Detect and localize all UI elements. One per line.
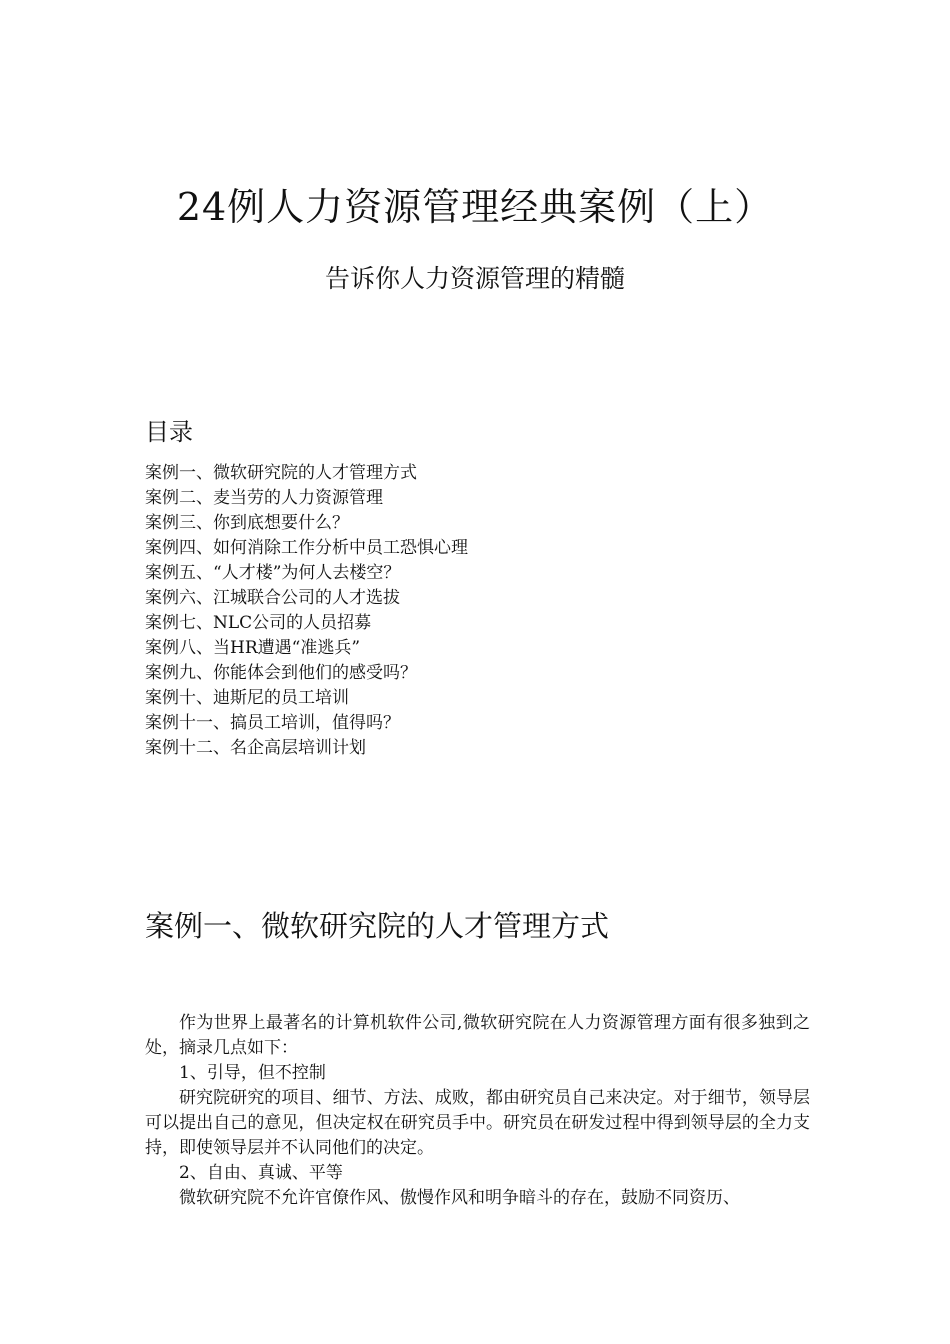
section-body — [145, 1011, 810, 1211]
toc-item: 案例十、迪斯尼的员工培训 — [145, 688, 349, 708]
table-of-contents — [145, 461, 468, 761]
toc-item: 案例十二、名企高层培训计划 — [145, 738, 366, 758]
toc-item: 案例五、“人才楼”为何人去楼空？ — [145, 563, 401, 583]
body-paragraph: 研究院研究的项目、细节、方法、成败，都由研究员自己来决定。对于细节，领导层可以提出自己的意见，但决定权在研究员手中。研究员在研发过程中得到领导层的全力支持，即使领导层并不认同他们的决定。 — [145, 1088, 810, 1158]
toc-item: 案例六、江城联合公司的人才选拔 — [145, 588, 400, 608]
toc-item: 案例二、麦当劳的人力资源管理 — [145, 488, 383, 508]
toc-item: 案例七、NLC公司的人员招募 — [145, 613, 372, 633]
toc-item: 案例八、当HR遭遇“准逃兵” — [145, 638, 361, 658]
body-paragraph: 2、自由、真诚、平等 — [179, 1163, 343, 1183]
toc-item: 案例四、如何消除工作分析中员工恐惧心理 — [145, 538, 468, 558]
toc-item: 案例十一、搞员工培训，值得吗？ — [145, 713, 400, 733]
toc-item: 案例三、你到底想要什么？ — [145, 513, 349, 533]
document-subtitle: 告诉你人力资源管理的精髓 — [324, 264, 625, 293]
document-title: 24例人力资源管理经典案例（上） — [176, 185, 774, 229]
body-paragraph: 1、引导，但不控制 — [179, 1063, 326, 1083]
toc-item: 案例九、你能体会到他们的感受吗？ — [145, 663, 417, 683]
toc-item: 案例一、微软研究院的人才管理方式 — [145, 463, 417, 483]
toc-heading: 目录 — [145, 418, 193, 446]
section-title: 案例一、微软研究院的人才管理方式 — [145, 909, 610, 943]
body-paragraph: 微软研究院不允许官僚作风、傲慢作风和明争暗斗的存在，鼓励不同资历、 — [179, 1188, 740, 1208]
body-paragraph: 作为世界上最著名的计算机软件公司,微软研究院在人力资源管理方面有很多独到之处，摘录几点如下： — [145, 1013, 810, 1058]
